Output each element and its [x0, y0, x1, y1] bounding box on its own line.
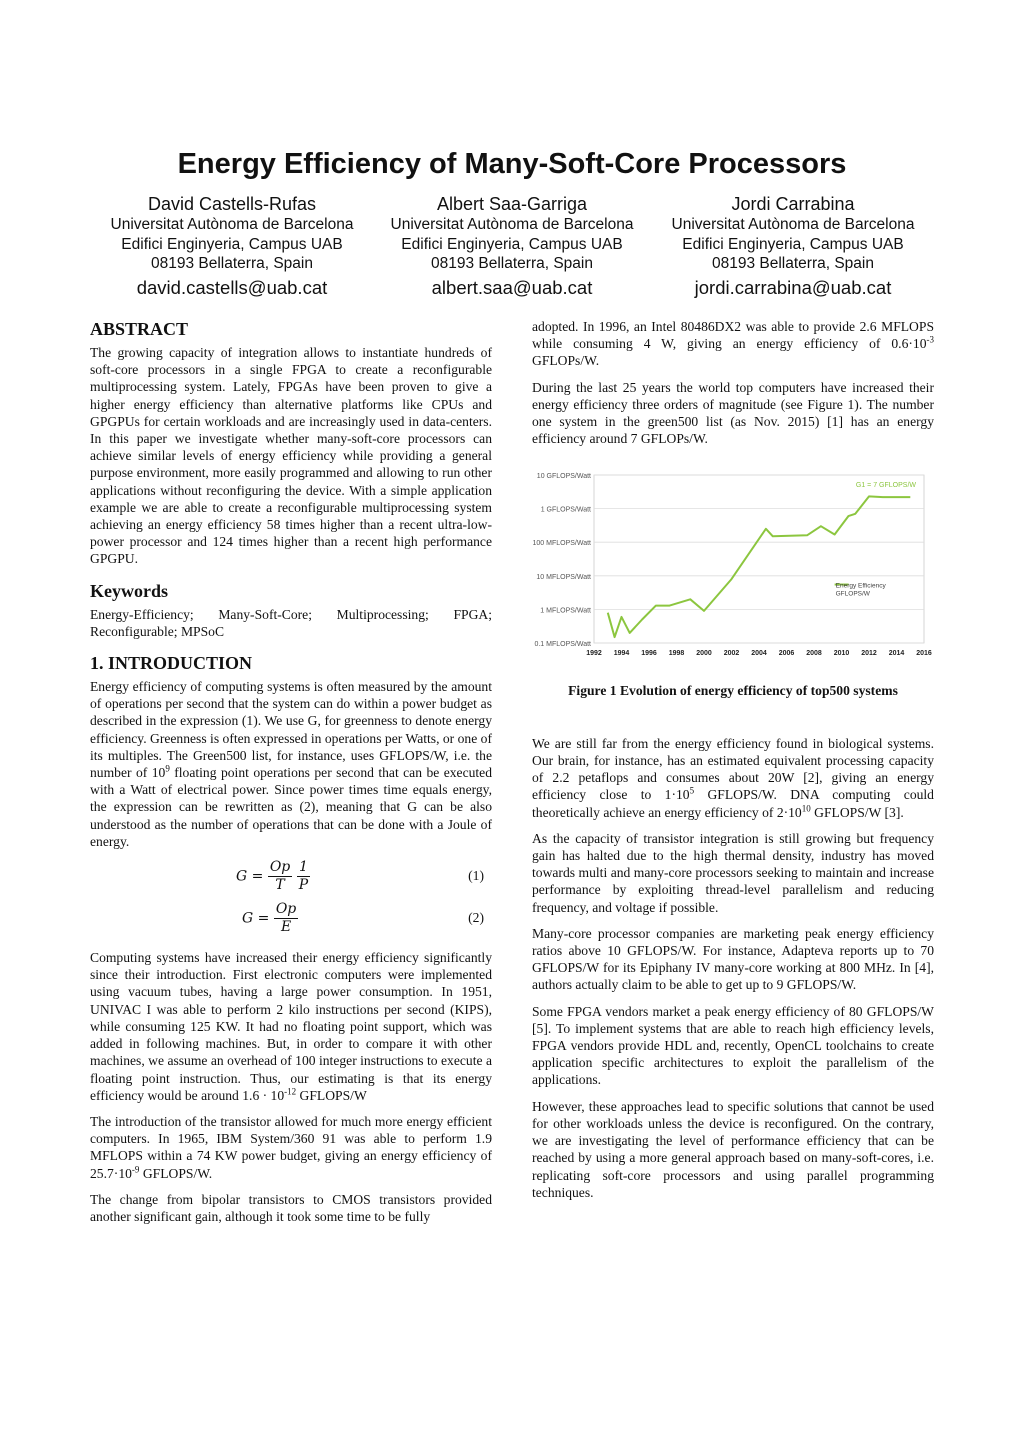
author-name: David Castells-Rufas: [147, 194, 317, 214]
y-tick-label: 100 MFLOPS/Watt: [532, 540, 591, 548]
energy-efficiency-chart: [532, 465, 934, 665]
right-paragraph-3: We are still far from the energy efficiency found in biological systems. Our brain, for instance, has an estimated equivalent processing capacity of 2.2 petaflops and consumes about 20W [2], giving an energy efficiency close to $1\cdot 10^5$ GFLOPS/W. DNA computing could theoretically achieve an energy efficiency of $2\cdot 10^{10}$ GFLOPS/W [3].: [532, 735, 934, 820]
x-tick-label: 2010: [833, 650, 850, 658]
x-tick-label: 2016: [916, 650, 932, 658]
x-tick-label: 2000: [696, 650, 712, 658]
right-paragraph-1: adopted. In 1996, an Intel 80486DX2 was able to provide 2.6 MFLOPS while consuming 4 W, giving an energy efficiency of $0.6\cdot 10^{-3}$ GFLOPs/W.: [532, 319, 934, 369]
y-tick-label: 10 MFLOPS/Watt: [536, 574, 591, 582]
x-tick-label: 2012: [861, 650, 877, 658]
right-paragraph-7: However, these approaches lead to specific solutions that cannot be used for other workloads unless the device is reconfigured. On the contrary, we are investigating the level of performance efficiency that can be reached by using a more general approach based on many-soft-cores, i.e. replicating soft-core processors and using parallel programming techniques.: [532, 1098, 934, 1200]
abstract-text: The growing capacity of integration allows to instantiate hundreds of soft-core processors in a single FPGA to create a reconfigurable multiprocessing system. Lately, FPGAs have been proven to give a higher energy efficiency than alternative platforms like CPUs and GPGPUs for certain workloads and are increasingly used in data-centers. In this paper we investigate whether many-soft-core processors can achieve similar levels of energy efficiency while providing a general purpose environment, more easily programmed and allowing to run other applications without reconfiguring the device. With a simple application example we are able to create a reconfigurable multiprocessing system achieving an energy efficiency 58 times higher than a recent ultra-low-power processor and 124 times higher than a recent high performance GPGPU.: [90, 345, 492, 567]
right-paragraph-5: Many-core processor companies are marketing peak energy efficiency ratios above 10 GFLOPS/W. For instance, Adapteva reports up to 70 GFLOPS/W for its Epiphany IV many-core working at 800 MHz. In [4], authors actually claim to be able to get up to 9 GFLOPS/W.: [532, 925, 934, 993]
equation-2: G = $\frac{Op}{E}$ (2): [242, 901, 484, 936]
author-block-2: [367, 193, 657, 301]
paper-title: Energy Efficiency of Many-Soft-Core Processors: [177, 148, 847, 180]
equation-label: (1): [468, 868, 484, 884]
author-address: 08193 Bellaterra, Spain: [430, 255, 593, 272]
introduction-heading: 1. INTRODUCTION: [90, 653, 253, 674]
author-department: Edifici Enginyeria, Campus UAB: [121, 235, 343, 253]
author-affiliation: Universitat Autònoma de Barcelona: [671, 216, 915, 233]
keywords-heading: Keywords: [90, 580, 168, 601]
y-tick-label: 1 GFLOPS/Watt: [540, 507, 591, 515]
keywords-text: Energy-Efficiency; Many-Soft-Core; Multiprocessing; FPGA; Reconfigurable; MPSoC: [90, 606, 492, 639]
author-department: Edifici Enginyeria, Campus UAB: [682, 235, 904, 253]
author-affiliation: Universitat Autònoma de Barcelona: [110, 216, 354, 233]
author-email: albert.saa@uab.cat: [431, 276, 593, 298]
author-address: 08193 Bellaterra, Spain: [711, 255, 874, 272]
x-tick-label: 1994: [613, 650, 630, 658]
author-address: 08193 Bellaterra, Spain: [150, 255, 313, 272]
intro-paragraph-2: Computing systems have increased their energy efficiency significantly since their introduction. First electronic computers were implemented using vacuum tubes, having a large power consumption. In 1951, UNIVAC I was able to perform 2 kilo instructions per second (KIPS), while consuming 125 KW. It had no floating point support, which was added in following machines. But, in order to compare it with other machines, we assume an overhead of 100 integer instructions to execute a floating point instruction. Thus, our estimating is that its energy efficiency would be around $1.6 \cdot 10^{-12}$ GFLOPS/W: [90, 950, 492, 1103]
author-email: jordi.carrabina@uab.cat: [694, 276, 892, 298]
figure-1: [532, 465, 934, 669]
y-tick-label: 10 GFLOPS/Watt: [536, 473, 591, 481]
equation-1: G = $\frac{Op}{T}$ $\frac{1}{P}$ (1): [236, 859, 484, 894]
intro-paragraph-3: The introduction of the transistor allowed for much more energy efficient computers. In 1965, IBM System/360 91 was able to perform 1.9 MFLOPS within a 74 KW power budget, giving an energy efficiency of $25.7\cdot 10^{-9}$ GFLOPS/W.: [90, 1113, 492, 1181]
right-paragraph-4: As the capacity of transistor integration is still growing but frequency gain has halted due to the high thermal density, industry has moved towards multi and many-core processors seeking to maintain and increase performance by exploiting thread-level parallelism and reducing frequency, and voltage if possible.: [532, 830, 934, 915]
author-affiliation: Universitat Autònoma de Barcelona: [390, 216, 634, 233]
right-paragraph-6: Some FPGA vendors market a peak energy efficiency of 80 GFLOPS/W [5]. To implement systems that are able to reach high efficiency levels, FPGA vendors provide HDL and, recently, OpenCL toolchains to create application specific architectures to exploit the parallelism of the applications.: [532, 1003, 934, 1088]
x-tick-label: 1998: [668, 650, 685, 658]
right-paragraph-2: During the last 25 years the world top computers have increased their energy efficiency three orders of magnitude (see Figure 1). The number one system in the green500 list (as Nov. 2015) [1] has an energy efficiency around 7 GFLOPs/W.: [532, 379, 934, 447]
legend-label: GFLOPS/W: [835, 590, 870, 598]
author-block-3: [648, 193, 938, 301]
x-tick-label: 1992: [586, 650, 602, 658]
y-tick-label: 1 MFLOPS/Watt: [540, 607, 591, 615]
author-email: david.castells@uab.cat: [136, 276, 328, 298]
x-tick-label: 2006: [778, 650, 795, 658]
author-block-1: [87, 193, 377, 301]
x-tick-label: 2002: [723, 650, 740, 658]
x-tick-label: 2014: [888, 650, 905, 658]
x-tick-label: 2004: [751, 650, 767, 658]
x-tick-label: 1996: [641, 650, 657, 658]
intro-paragraph-4: The change from bipolar transistors to CMOS transistors provided another significant gain, although it took some time to be fully: [90, 1191, 492, 1224]
y-tick-label: 0.1 MFLOPS/Watt: [534, 641, 591, 649]
chart-annotation: G1 = 7 GFLOPS/W: [855, 482, 916, 490]
author-name: Albert Saa-Garriga: [436, 194, 588, 214]
author-name: Jordi Carrabina: [731, 194, 855, 214]
abstract-heading: ABSTRACT: [90, 319, 189, 339]
left-column: [90, 318, 492, 1234]
intro-paragraph-1: Energy efficiency of computing systems is often measured by the amount of operations per second that the system can do within a power budget as described in the expression (1). We use G, for greenness to denote energy efficiency. Greenness is often expressed in operations per Watts, or one of its multiples. The Green500 list, for instance, uses GFLOPS/W, i.e. the number of $10^9$ floating point operations per second that can be executed with a Watt of electrical power. Since power times time equals energy, the expression can be rewritten as (2), meaning that G can be also understood as the number of operations that can be done with a Joule of energy.: [90, 679, 493, 849]
figure-caption: Figure 1 Evolution of energy efficiency of top500 systems: [568, 682, 898, 698]
right-column: [532, 318, 934, 1210]
x-tick-label: 2008: [806, 650, 822, 658]
author-department: Edifici Enginyeria, Campus UAB: [401, 235, 623, 253]
equation-label: (2): [468, 910, 484, 926]
legend-label: Energy Efficiency: [835, 582, 886, 590]
